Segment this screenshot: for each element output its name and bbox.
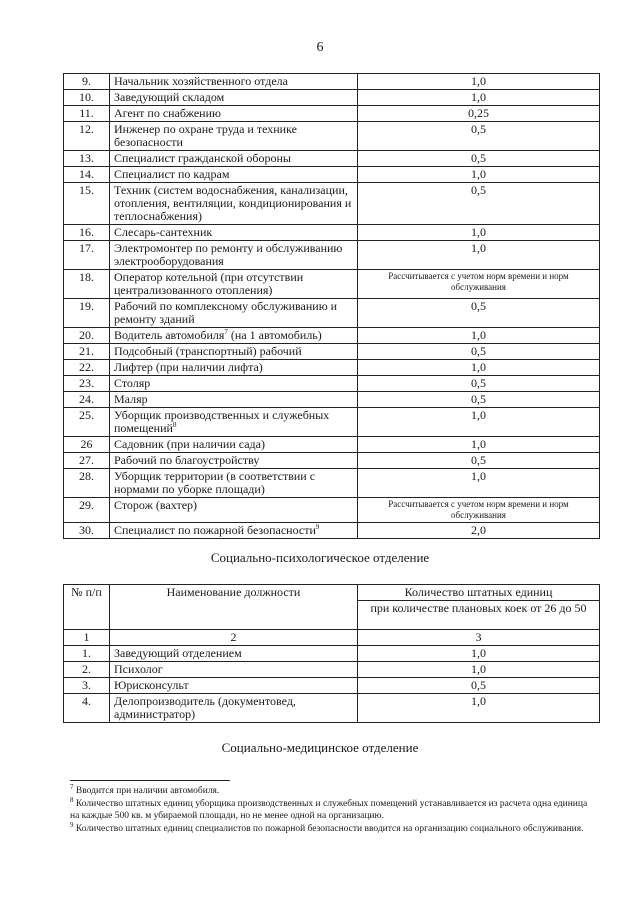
table-row <box>64 344 600 360</box>
position-title-text: Начальник хозяйственного отдела <box>114 74 288 88</box>
position-title: Психолог <box>110 662 358 678</box>
position-title <box>110 328 358 344</box>
row-number: 4. <box>64 694 110 723</box>
column-header-number: № п/п <box>64 585 110 630</box>
position-title-text: Электромонтер по ремонту и обслуживанию электрооборудования <box>114 241 343 268</box>
position-title-text: Специалист гражданской обороны <box>114 151 291 165</box>
position-title <box>110 376 358 392</box>
column-header-quantity-sub: при количестве плановых коек от 26 до 50 <box>358 601 600 630</box>
staff-units-value: 0,5 <box>358 392 600 408</box>
table-row <box>64 376 600 392</box>
position-title <box>110 437 358 453</box>
index-cell: 2 <box>110 630 358 646</box>
row-number: 2. <box>64 662 110 678</box>
table-row <box>64 392 600 408</box>
table-row <box>64 74 600 90</box>
table-row <box>64 523 600 539</box>
footnote-mark: 8 <box>70 795 74 804</box>
footnote-divider <box>70 780 230 781</box>
section-title-medical: Социально-медицинское отделение <box>221 740 419 755</box>
footnote-text: Количество штатных единиц специалистов по пожарной безопасности вводится на организацию социального обслуживания. <box>73 824 584 834</box>
staff-units-value: 1,0 <box>358 225 600 241</box>
footnote-text: Вводится при наличии автомобиля. <box>73 786 220 796</box>
footnotes <box>70 782 590 836</box>
position-title <box>110 392 358 408</box>
table-row <box>64 225 600 241</box>
staff-units-value: 0,5 <box>358 678 600 694</box>
table-row <box>64 498 600 523</box>
position-title-text: Специалист по пожарной безопасности <box>114 523 316 537</box>
position-title <box>110 225 358 241</box>
position-title <box>110 453 358 469</box>
row-number: 20. <box>64 328 110 344</box>
table-row <box>64 437 600 453</box>
row-number: 29. <box>64 498 110 523</box>
staff-units-value: 1,0 <box>358 241 600 270</box>
position-title <box>110 469 358 498</box>
row-number: 12. <box>64 122 110 151</box>
footnote <box>70 820 590 835</box>
table-row <box>64 694 600 723</box>
staff-units-value: 1,0 <box>358 328 600 344</box>
position-title-text: Заведующий складом <box>114 90 225 104</box>
row-number: 25. <box>64 408 110 437</box>
page-number: 6 <box>316 40 324 55</box>
row-number: 22. <box>64 360 110 376</box>
staff-units-value: 1,0 <box>358 646 600 662</box>
position-title: Делопроизводитель (документовед, администратор) <box>110 694 358 723</box>
footnote-reference: 7 <box>224 328 228 336</box>
staff-units-value: 0,25 <box>358 106 600 122</box>
row-number: 15. <box>64 183 110 225</box>
row-number: 19. <box>64 299 110 328</box>
table-index-row <box>64 630 600 646</box>
position-title-text: Столяр <box>114 376 151 390</box>
footnote-mark: 7 <box>70 782 74 791</box>
footnote-text: Количество штатных единиц уборщика производственных и служебных помещений устанавливается из расчета одна единица на каждые 500 кв. м убираемой площади, но не менее одной на организацию. <box>70 799 588 821</box>
row-number: 16. <box>64 225 110 241</box>
row-number: 18. <box>64 270 110 299</box>
table-row <box>64 408 600 437</box>
table-row <box>64 453 600 469</box>
position-title <box>110 167 358 183</box>
position-title-text: Уборщик территории (в соответствии с нормами по уборке площади) <box>114 469 316 496</box>
position-title-text: Рабочий по благоустройству <box>114 453 260 467</box>
staff-units-value: 0,5 <box>358 122 600 151</box>
index-cell: 1 <box>64 630 110 646</box>
table-row <box>64 360 600 376</box>
table-row <box>64 678 600 694</box>
footnote-reference: 9 <box>315 523 320 531</box>
position-title-text: Техник (систем водоснабжения, канализации, отопления, вентиляции, кондиционирования и теплоснабжения) <box>114 183 352 223</box>
row-number: 17. <box>64 241 110 270</box>
position-title <box>110 299 358 328</box>
row-number: 30. <box>64 523 110 539</box>
row-number: 1. <box>64 646 110 662</box>
staff-units-value: Рассчитывается с учетом норм времени и норм обслуживания <box>358 498 600 523</box>
staff-units-value: 2,0 <box>358 523 600 539</box>
position-title-text: Сторож (вахтер) <box>114 498 198 512</box>
position-title <box>110 344 358 360</box>
psychological-staff-table <box>63 584 600 723</box>
table-row <box>64 646 600 662</box>
staff-table <box>63 73 600 539</box>
row-number: 26 <box>64 437 110 453</box>
table-row <box>64 122 600 151</box>
position-title-text: Водитель автомобиля <box>114 328 225 342</box>
position-title <box>110 151 358 167</box>
table-header-row <box>64 585 600 601</box>
row-number: 10. <box>64 90 110 106</box>
position-title <box>110 360 358 376</box>
position-title-text: Рабочий по комплексному обслуживанию и ремонту зданий <box>114 299 338 326</box>
position-title <box>110 498 358 523</box>
table-row <box>64 90 600 106</box>
row-number: 28. <box>64 469 110 498</box>
column-header-position: Наименование должности <box>110 585 358 630</box>
table-row <box>64 151 600 167</box>
position-title: Юрисконсульт <box>110 678 358 694</box>
row-number: 3. <box>64 678 110 694</box>
staff-units-value: 1,0 <box>358 167 600 183</box>
staff-units-value: 0,5 <box>358 344 600 360</box>
position-title <box>110 408 358 437</box>
index-cell: 3 <box>358 630 600 646</box>
staff-units-value: 1,0 <box>358 408 600 437</box>
position-title <box>110 90 358 106</box>
staff-units-value: 1,0 <box>358 360 600 376</box>
position-title: Заведующий отделением <box>110 646 358 662</box>
staff-units-value: 1,0 <box>358 469 600 498</box>
position-title-text: Лифтер (при наличии лифта) <box>114 360 263 374</box>
staff-units-value: 1,0 <box>358 74 600 90</box>
position-title-text: Агент по снабжению <box>114 106 221 120</box>
table-row <box>64 183 600 225</box>
table-row <box>64 241 600 270</box>
position-title <box>110 74 358 90</box>
section-title-psychological: Социально-психологическое отделение <box>210 550 430 565</box>
footnote <box>70 782 590 797</box>
position-title <box>110 523 358 539</box>
position-title <box>110 122 358 151</box>
table-row <box>64 469 600 498</box>
position-title-text: Оператор котельной (при отсутствии централизованного отопления) <box>114 270 304 297</box>
column-header-quantity: Количество штатных единиц <box>358 585 600 601</box>
staff-units-value: Рассчитывается с учетом норм времени и норм обслуживания <box>358 270 600 299</box>
footnote-mark: 9 <box>70 820 74 829</box>
staff-units-value: 1,0 <box>358 694 600 723</box>
staff-units-value: 1,0 <box>358 662 600 678</box>
staff-units-value: 0,5 <box>358 299 600 328</box>
staff-units-value: 0,5 <box>358 376 600 392</box>
position-title <box>110 270 358 299</box>
row-number: 11. <box>64 106 110 122</box>
table-row <box>64 299 600 328</box>
footnote-reference: 8 <box>172 421 177 429</box>
position-title <box>110 183 358 225</box>
staff-units-value: 1,0 <box>358 437 600 453</box>
table-row <box>64 167 600 183</box>
position-title-text: Слесарь-сантехник <box>114 225 213 239</box>
row-number: 27. <box>64 453 110 469</box>
table-row <box>64 270 600 299</box>
position-title-text: Инженер по охране труда и технике безопасности <box>114 122 297 149</box>
position-title-text: Подсобный (транспортный) рабочий <box>114 344 302 358</box>
position-title-text: Маляр <box>114 392 148 406</box>
staff-units-value: 0,5 <box>358 151 600 167</box>
table-row <box>64 662 600 678</box>
row-number: 24. <box>64 392 110 408</box>
staff-units-value: 0,5 <box>358 183 600 225</box>
row-number: 14. <box>64 167 110 183</box>
position-title <box>110 241 358 270</box>
table-row <box>64 328 600 344</box>
row-number: 21. <box>64 344 110 360</box>
row-number: 13. <box>64 151 110 167</box>
position-title-text: Уборщик производственных и служебных помещений <box>114 408 330 435</box>
row-number: 9. <box>64 74 110 90</box>
position-title-text: Специалист по кадрам <box>114 167 230 181</box>
table-row <box>64 106 600 122</box>
position-title-text: (на 1 автомобиль) <box>227 328 322 342</box>
footnote <box>70 795 590 822</box>
position-title-text: Садовник (при наличии сада) <box>114 437 265 451</box>
position-title <box>110 106 358 122</box>
staff-units-value: 1,0 <box>358 90 600 106</box>
staff-units-value: 0,5 <box>358 453 600 469</box>
row-number: 23. <box>64 376 110 392</box>
